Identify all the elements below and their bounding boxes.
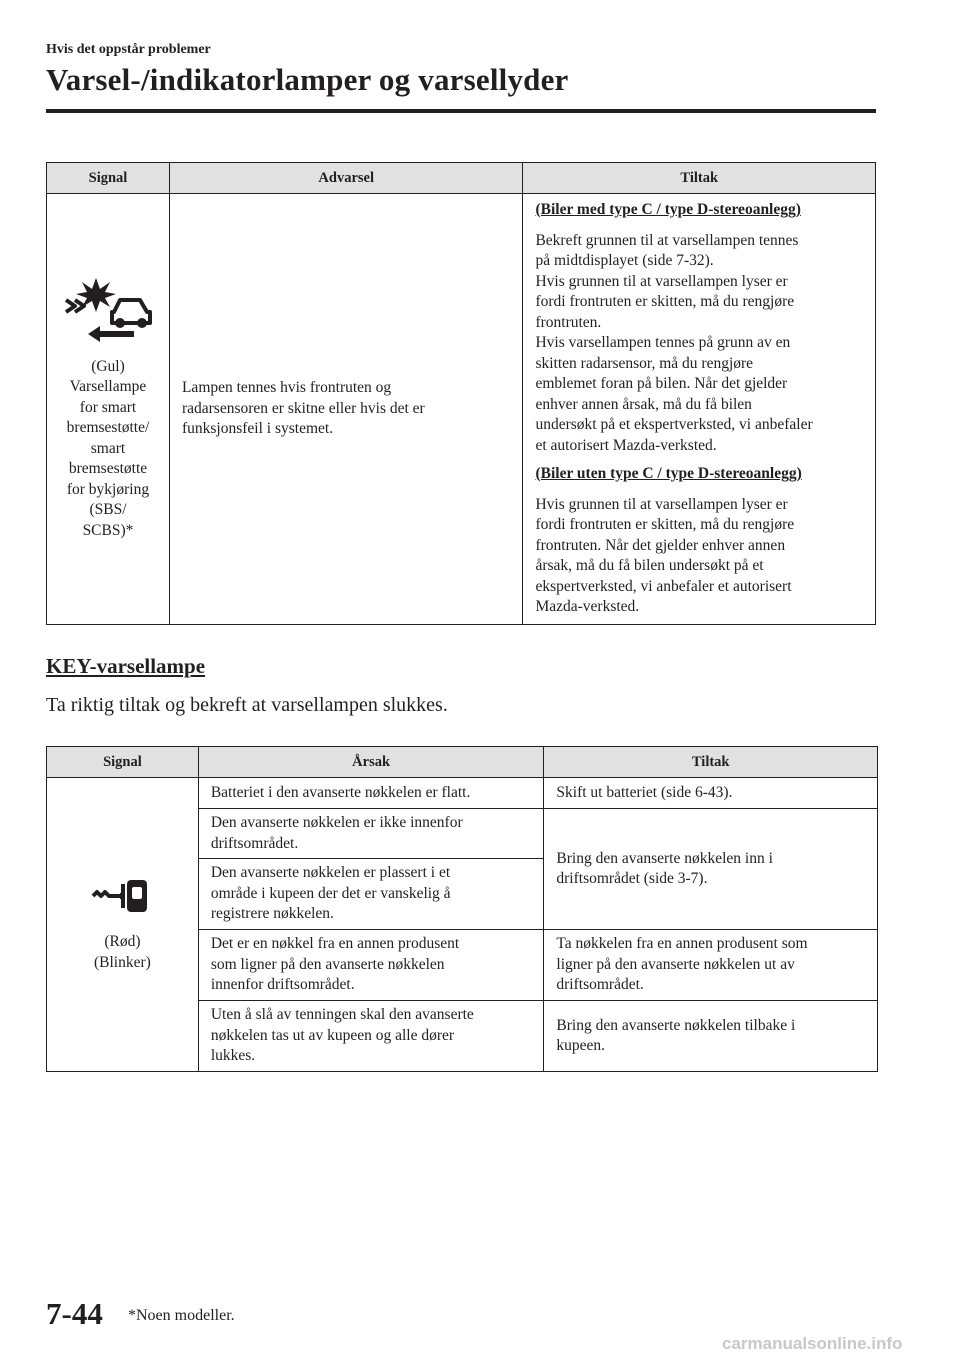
smart-brake-support-warning-icon	[60, 276, 156, 346]
key-section-intro: Ta riktig tiltak og bekreft at varsellampen slukkes.	[46, 694, 448, 716]
table-row	[47, 778, 878, 809]
arsak-cell: Det er en nøkkel fra en annen produsent som ligner på den avanserte nøkkelen innenfor driftsområdet.	[198, 930, 544, 1001]
tiltak-cell: Bring den avanserte nøkkelen inn i driftsområdet (side 3-7).	[544, 809, 878, 930]
tiltak-cell	[523, 194, 876, 625]
tiltak-text-with-stereo: Bekreft grunnen til at varsellampen tennes på midtdisplayet (side 7-32). Hvis grunnen til at varsellampen lyser er fordi frontruten er skitten, må du rengjøre frontruten. Hvis varsellampen tennes på grunn av en skitten radarsensor, må du rengjøre emblemet foran på bilen. Når det gjelder enhver annen årsak, må du få bilen undersøkt på et ekspertverksted, vi anbefaler et autorisert Mazda-verksted.	[535, 231, 813, 454]
table-row	[47, 194, 876, 625]
header-arsak: Årsak	[198, 747, 544, 778]
footnote: *Noen modeller.	[128, 1307, 235, 1324]
sbs-warning-table	[46, 162, 876, 625]
table-header-row	[47, 747, 878, 778]
signal-cell	[47, 194, 170, 625]
page-number: 7-44	[46, 1296, 103, 1331]
header-tiltak: Tiltak	[523, 163, 876, 194]
advarsel-text: Lampen tennes hvis frontruten og radarsensoren er skitne eller hvis det er funksjonsfeil i systemet.	[181, 379, 425, 437]
header-advarsel: Advarsel	[169, 163, 522, 194]
watermark: carmanualsonline.info	[722, 1334, 903, 1353]
signal-label: (Rød) (Blinker)	[94, 933, 151, 971]
section-label: Hvis det oppstår problemer	[46, 42, 211, 57]
advarsel-cell	[169, 194, 522, 625]
tiltak-text-without-stereo: Hvis grunnen til at varsellampen lyser er fordi frontruten er skitten, må du rengjøre frontruten. Når det gjelder enhver annen årsak, må du få bilen undersøkt på et ekspertverksted, vi anbefaler et autorisert Mazda-verksted.	[535, 495, 795, 615]
tiltak-subhead-with-stereo: (Biler med type C / type D-stereoanlegg)	[535, 201, 801, 218]
header-signal: Signal	[47, 747, 199, 778]
tiltak-subhead-without-stereo: (Biler uten type C / type D-stereoanlegg)	[535, 465, 802, 482]
signal-label: (Gul) Varsellampe for smart bremsestøtte/ smart bremsestøtte for bykjøring (SBS/ SCBS)*	[66, 357, 150, 539]
tiltak-cell: Skift ut batteriet (side 6-43).	[544, 778, 878, 809]
header-signal: Signal	[47, 163, 170, 194]
key-section-heading: KEY-varsellampe	[46, 654, 206, 678]
header-tiltak: Tiltak	[544, 747, 878, 778]
arsak-cell: Batteriet i den avanserte nøkkelen er flatt.	[198, 778, 544, 809]
page-title: Varsel-/indikatorlamper og varsellyder	[46, 62, 569, 97]
signal-cell	[47, 778, 199, 1072]
arsak-cell: Den avanserte nøkkelen er plassert i et område i kupeen der det er vanskelig å registrere nøkkelen.	[198, 859, 544, 930]
key-warning-icon	[91, 876, 153, 916]
title-rule	[46, 109, 876, 113]
table-header-row	[47, 163, 876, 194]
arsak-cell: Den avanserte nøkkelen er ikke innenfor driftsområdet.	[198, 809, 544, 859]
arsak-cell: Uten å slå av tenningen skal den avanserte nøkkelen tas ut av kupeen og alle dører lukkes.	[198, 1001, 544, 1072]
key-warning-table	[46, 746, 878, 1072]
tiltak-cell: Bring den avanserte nøkkelen tilbake i kupeen.	[544, 1001, 878, 1072]
tiltak-cell: Ta nøkkelen fra en annen produsent som ligner på den avanserte nøkkelen ut av driftsområdet.	[544, 930, 878, 1001]
